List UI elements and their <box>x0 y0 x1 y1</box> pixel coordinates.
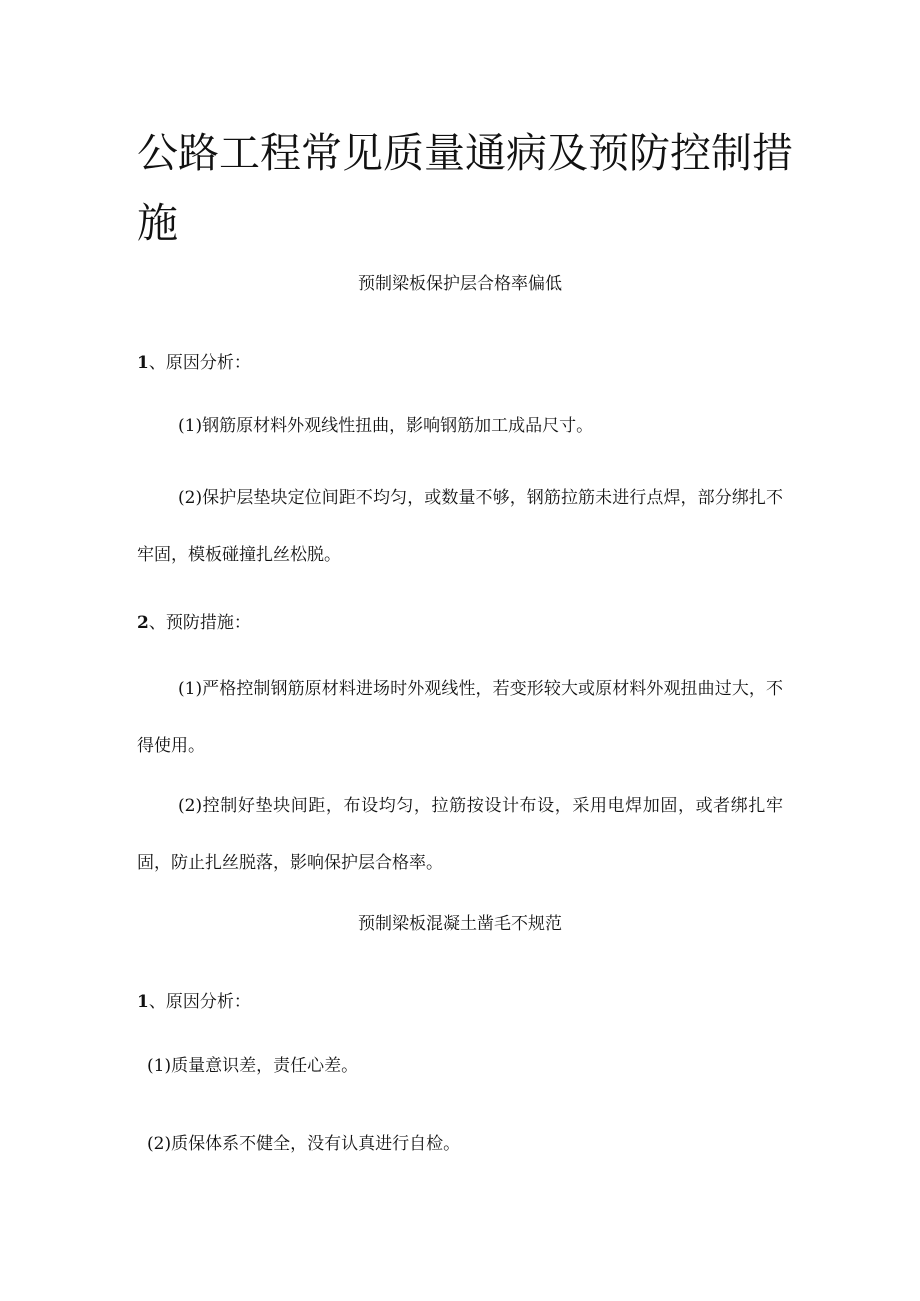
heading-text: 、预防措施： <box>148 613 251 633</box>
heading-text: 、原因分析： <box>148 353 251 373</box>
cause-item-2-2: (2)质保体系不健全，没有认真进行自检。 <box>147 1134 461 1154</box>
prevent-item-1-2: (2)控制好垫块间距，布设均匀，拉筋按设计布设，采用电焊加固，或者绑扎牢固，防止扎丝脱落，影响保护层合格率。 <box>137 796 783 873</box>
section-title-cover-rate: 预制梁板保护层合格率偏低 <box>358 274 562 294</box>
cause-heading-2 <box>137 990 251 1014</box>
heading-number: 1 <box>137 992 149 1012</box>
cause-item-2-1: (1)质量意识差，责任心差。 <box>147 1056 359 1076</box>
cause-heading-1 <box>137 351 251 375</box>
heading-text: 、原因分析： <box>148 992 251 1012</box>
heading-number: 2 <box>137 613 149 633</box>
section-title-chiseling: 预制梁板混凝土凿毛不规范 <box>358 914 562 934</box>
cause-item-1-2: (2)保护层垫块定位间距不均匀，或数量不够，钢筋拉筋未进行点焊，部分绑扎不牢固，模板碰撞扎丝松脱。 <box>137 488 783 565</box>
cause-item-1-1: (1)钢筋原材料外观线性扭曲，影响钢筋加工成品尺寸。 <box>178 416 594 436</box>
document-title: 公路工程常见质量通病及预防控制措施 <box>137 129 793 247</box>
prevent-heading-1 <box>137 611 251 635</box>
prevent-item-1-1: (1)严格控制钢筋原材料进场时外观线性，若变形较大或原材料外观扭曲过大，不得使用。 <box>137 679 783 756</box>
heading-number: 1 <box>137 353 149 373</box>
